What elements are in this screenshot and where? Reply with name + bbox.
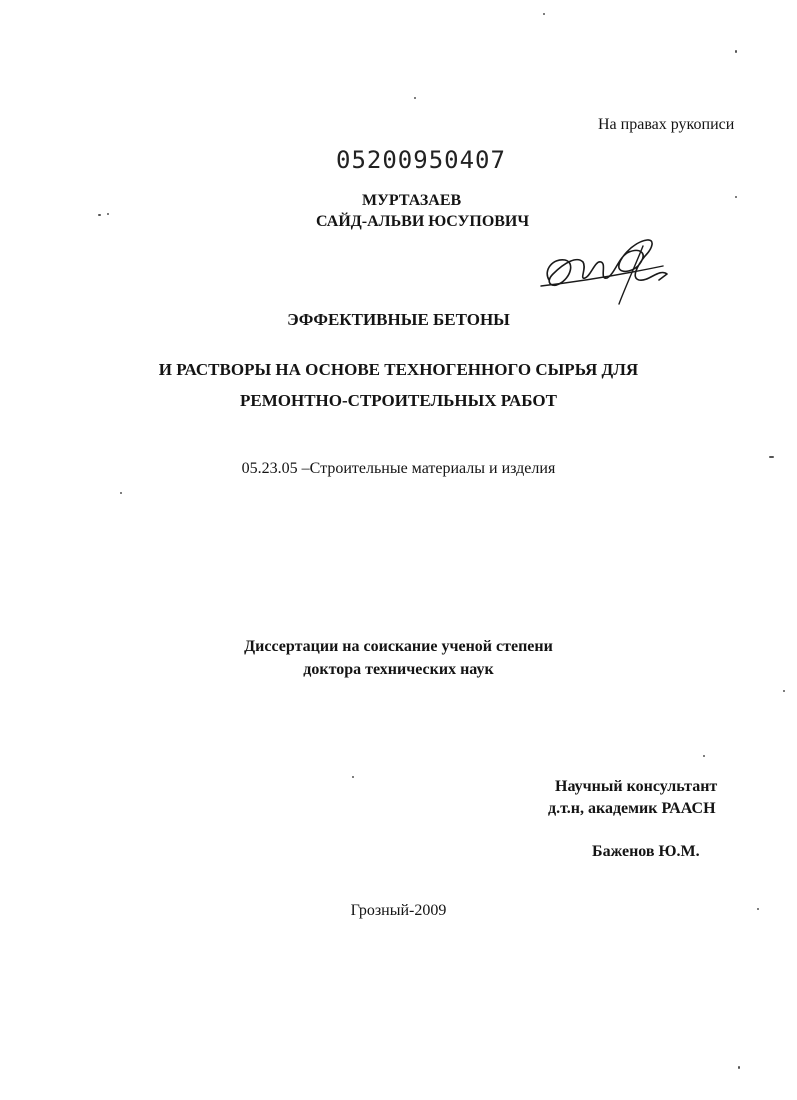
- consultant-name: Баженов Ю.М.: [592, 843, 700, 860]
- author-name-patronymic: САЙД-АЛЬВИ ЮСУПОВИЧ: [316, 213, 530, 230]
- specialty-code: 05.23.05 –Строительные материалы и изделия: [241, 460, 556, 477]
- scan-speck: [757, 908, 759, 910]
- scan-speck: [703, 755, 705, 757]
- consultant-credentials: д.т.н, академик РААСН: [548, 800, 716, 817]
- handwritten-signature: [535, 222, 675, 312]
- title-line-1: ЭФФЕКТИВНЫЕ БЕТОНЫ: [287, 310, 510, 329]
- scan-speck: [738, 1066, 740, 1069]
- scan-speck: [783, 690, 785, 692]
- title-line-3: РЕМОНТНО-СТРОИТЕЛЬНЫХ РАБОТ: [240, 391, 557, 410]
- scan-speck: [414, 97, 416, 99]
- consultant-role: Научный консультант: [555, 778, 718, 795]
- rights-note: На правах рукописи: [598, 116, 735, 133]
- title-line-2: И РАСТВОРЫ НА ОСНОВЕ ТЕХНОГЕННОГО СЫРЬЯ ДЛЯ: [158, 360, 639, 379]
- scan-speck: [543, 13, 545, 15]
- scan-speck: [107, 213, 109, 215]
- scan-speck: [769, 456, 774, 458]
- degree-line-1: Диссертации на соискание ученой степени: [244, 638, 553, 655]
- city-year: Грозный-2009: [350, 902, 447, 919]
- scan-speck: [352, 776, 354, 778]
- author-surname: МУРТАЗАЕВ: [362, 192, 462, 209]
- scan-speck: [735, 196, 737, 198]
- scan-speck: [120, 492, 122, 494]
- degree-line-2: доктора технических наук: [303, 661, 494, 678]
- registration-number-stamp: 05200950407: [336, 146, 506, 174]
- scan-speck: [98, 214, 101, 216]
- scan-speck: [735, 50, 737, 53]
